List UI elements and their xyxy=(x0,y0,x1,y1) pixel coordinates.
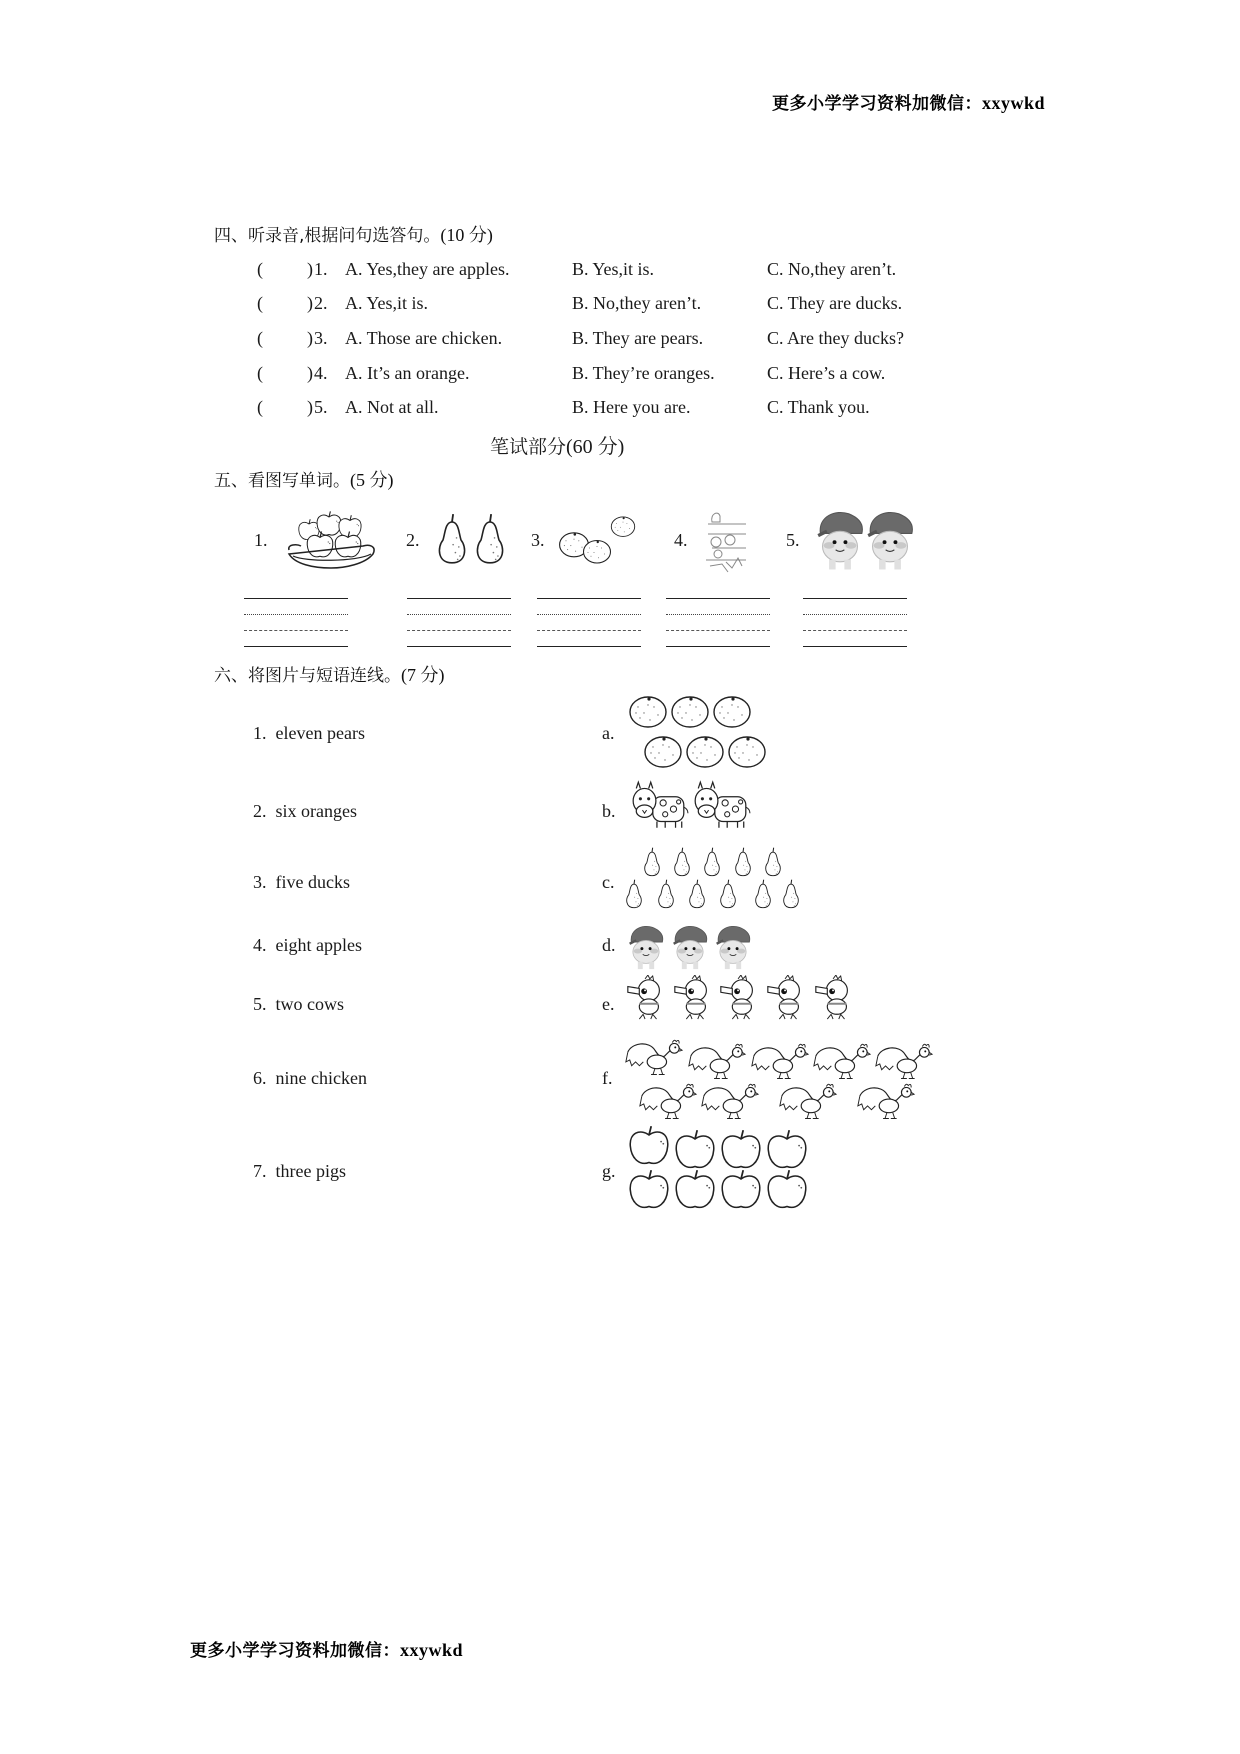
three-pigs-picture[interactable] xyxy=(628,923,758,973)
written-part-title xyxy=(490,430,624,459)
header-watermark-id: xxywkd xyxy=(982,93,1046,113)
writing-lines-4[interactable] xyxy=(666,598,770,648)
picture-label-d: d. xyxy=(602,935,616,955)
phrase-number: 4. xyxy=(253,935,267,955)
footer-watermark-id: xxywkd xyxy=(400,1640,464,1660)
eight-apples-picture[interactable] xyxy=(627,1124,809,1212)
phrase-text: eight apples xyxy=(275,935,362,955)
section5-title xyxy=(214,466,394,492)
phrase-number: 6. xyxy=(253,1068,267,1088)
two-pears-icon xyxy=(435,510,510,570)
phrase-text: two cows xyxy=(275,994,344,1014)
picture-label-e: e. xyxy=(602,994,615,1014)
question-number: 5. xyxy=(314,397,328,417)
question-number: 3. xyxy=(314,328,328,348)
option-a: A. It’s an orange. xyxy=(345,363,470,383)
option-b: B. They’re oranges. xyxy=(572,363,715,383)
phrase-number: 1. xyxy=(253,723,267,743)
section4-title xyxy=(214,221,493,247)
option-b: B. No,they aren’t. xyxy=(572,293,702,313)
answer-bracket-close: ) xyxy=(307,397,313,417)
writing-lines-1[interactable] xyxy=(244,598,348,648)
nine-chickens-picture[interactable] xyxy=(622,1038,942,1124)
option-c: C. Thank you. xyxy=(767,397,870,417)
phrase-text: six oranges xyxy=(275,801,357,821)
ducks-icon xyxy=(702,508,752,574)
answer-bracket-close: ) xyxy=(307,363,313,383)
phrase-item-2[interactable] xyxy=(253,801,357,822)
option-c: C. They are ducks. xyxy=(767,293,903,313)
section5-title-text: 五、看图写单词。 xyxy=(214,471,350,491)
phrase-item-7[interactable] xyxy=(253,1161,346,1182)
option-c: C. No,they aren’t. xyxy=(767,259,897,279)
option-a: A. Those are chicken. xyxy=(345,328,503,348)
written-part-score: (60 分) xyxy=(566,436,625,458)
six-oranges-picture[interactable] xyxy=(628,693,768,769)
phrase-text: nine chicken xyxy=(275,1068,367,1088)
question-number: 2. xyxy=(314,293,328,313)
option-a: A. Yes,they are apples. xyxy=(345,259,510,279)
picture-number: 3. xyxy=(531,530,545,550)
answer-bracket-open[interactable]: ( xyxy=(257,397,263,417)
answer-bracket-open[interactable]: ( xyxy=(257,293,263,313)
option-a: A. Not at all. xyxy=(345,397,439,417)
two-cows-picture[interactable] xyxy=(628,780,758,834)
eleven-pears-picture[interactable] xyxy=(624,847,814,911)
header-watermark xyxy=(772,89,1045,114)
bowl-of-apples-icon xyxy=(285,508,380,570)
question-number: 1. xyxy=(314,259,328,279)
picture-number: 2. xyxy=(406,530,420,550)
section5-score: (5 分) xyxy=(350,470,394,490)
option-b: B. They are pears. xyxy=(572,328,704,348)
writing-lines-2[interactable] xyxy=(407,598,511,648)
phrase-number: 3. xyxy=(253,872,267,892)
oranges-icon xyxy=(558,510,638,568)
picture-label-b: b. xyxy=(602,801,616,821)
written-part-title-text: 笔试部分 xyxy=(490,436,567,458)
section4-title-text: 四、听录音,根据问句选答句。 xyxy=(214,226,441,246)
picture-label-a: a. xyxy=(602,723,615,743)
option-b: B. Here you are. xyxy=(572,397,691,417)
footer-watermark-text: 更多小学学习资料加微信： xyxy=(190,1641,400,1661)
five-ducks-picture[interactable] xyxy=(624,975,864,1023)
picture-label-f: f. xyxy=(602,1068,613,1088)
phrase-text: five ducks xyxy=(275,872,350,892)
phrase-item-4[interactable] xyxy=(253,935,362,956)
question-row xyxy=(0,257,1240,281)
option-c: C. Are they ducks? xyxy=(767,328,904,348)
section4-score: (10 分) xyxy=(440,225,493,245)
phrase-item-1[interactable] xyxy=(253,723,365,744)
phrase-text: three pigs xyxy=(275,1161,346,1181)
phrase-number: 7. xyxy=(253,1161,267,1181)
phrase-text: eleven pears xyxy=(275,723,365,743)
answer-bracket-open[interactable]: ( xyxy=(257,328,263,348)
phrase-item-5[interactable] xyxy=(253,994,344,1015)
question-row xyxy=(0,361,1240,385)
phrase-item-6[interactable] xyxy=(253,1068,367,1089)
phrase-item-3[interactable] xyxy=(253,872,350,893)
section6-title-text: 六、将图片与短语连线。 xyxy=(214,666,401,686)
header-watermark-text: 更多小学学习资料加微信： xyxy=(772,94,982,114)
question-row xyxy=(0,291,1240,315)
option-b: B. Yes,it is. xyxy=(572,259,655,279)
option-c: C. Here’s a cow. xyxy=(767,363,886,383)
question-row xyxy=(0,326,1240,350)
footer-watermark xyxy=(190,1636,463,1661)
two-pigs-icon xyxy=(816,507,916,575)
answer-bracket-open[interactable]: ( xyxy=(257,259,263,279)
answer-bracket-open[interactable]: ( xyxy=(257,363,263,383)
picture-number: 4. xyxy=(674,530,688,550)
picture-number: 1. xyxy=(254,530,268,550)
question-number: 4. xyxy=(314,363,328,383)
picture-label-g: g. xyxy=(602,1161,616,1181)
picture-label-c: c. xyxy=(602,872,615,892)
question-row xyxy=(0,395,1240,419)
writing-lines-3[interactable] xyxy=(537,598,641,648)
phrase-number: 5. xyxy=(253,994,267,1014)
option-a: A. Yes,it is. xyxy=(345,293,429,313)
phrase-number: 2. xyxy=(253,801,267,821)
picture-number: 5. xyxy=(786,530,800,550)
answer-bracket-close: ) xyxy=(307,259,313,279)
section6-score: (7 分) xyxy=(401,665,445,685)
section6-title xyxy=(214,661,445,687)
answer-bracket-close: ) xyxy=(307,328,313,348)
writing-lines-5[interactable] xyxy=(803,598,907,648)
answer-bracket-close: ) xyxy=(307,293,313,313)
